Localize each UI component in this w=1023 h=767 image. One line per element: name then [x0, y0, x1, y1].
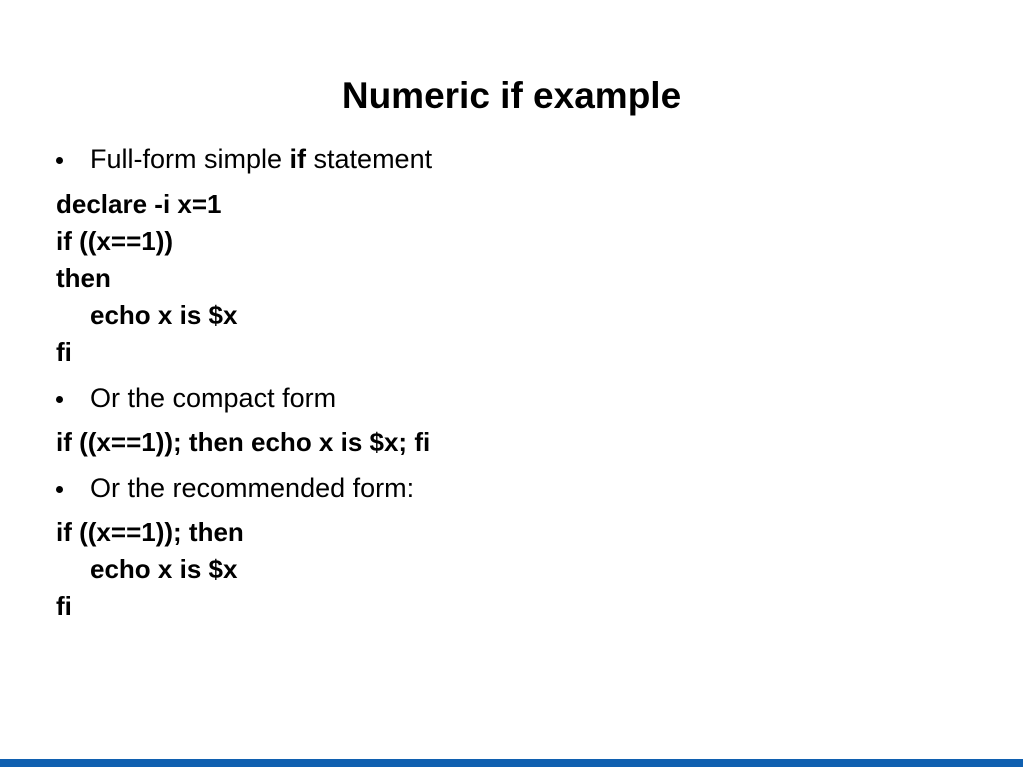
bullet-text: Or the recommended form: — [90, 473, 415, 503]
footer-accent-bar — [0, 759, 1023, 767]
bullet-text-before: Full-form simple — [90, 144, 290, 174]
code-line: if ((x==1)); then — [56, 517, 244, 547]
code-line: then — [56, 263, 111, 293]
bullet-text — [90, 143, 432, 175]
code-block-full-form — [56, 186, 237, 371]
bullet-dot-icon — [56, 157, 63, 164]
code-line: if ((x==1)); then echo x is $x; fi — [56, 427, 431, 457]
bullet-dot-icon — [56, 486, 63, 493]
bullet-text-bold: if — [289, 144, 307, 174]
code-line: declare -i x=1 — [56, 189, 222, 219]
code-line: fi — [56, 337, 72, 367]
code-block-recommended-form — [56, 514, 244, 625]
code-line: echo x is $x — [90, 554, 238, 584]
code-line: if ((x==1)) — [56, 226, 174, 256]
bullet-text: Or the compact form — [90, 383, 337, 413]
code-line: echo x is $x — [90, 300, 238, 330]
code-block-compact-form — [56, 424, 430, 461]
code-line: fi — [56, 591, 72, 621]
slide-title: Numeric if example — [341, 75, 682, 116]
bullet-dot-icon — [56, 396, 63, 403]
bullet-text-after: statement — [306, 144, 433, 174]
